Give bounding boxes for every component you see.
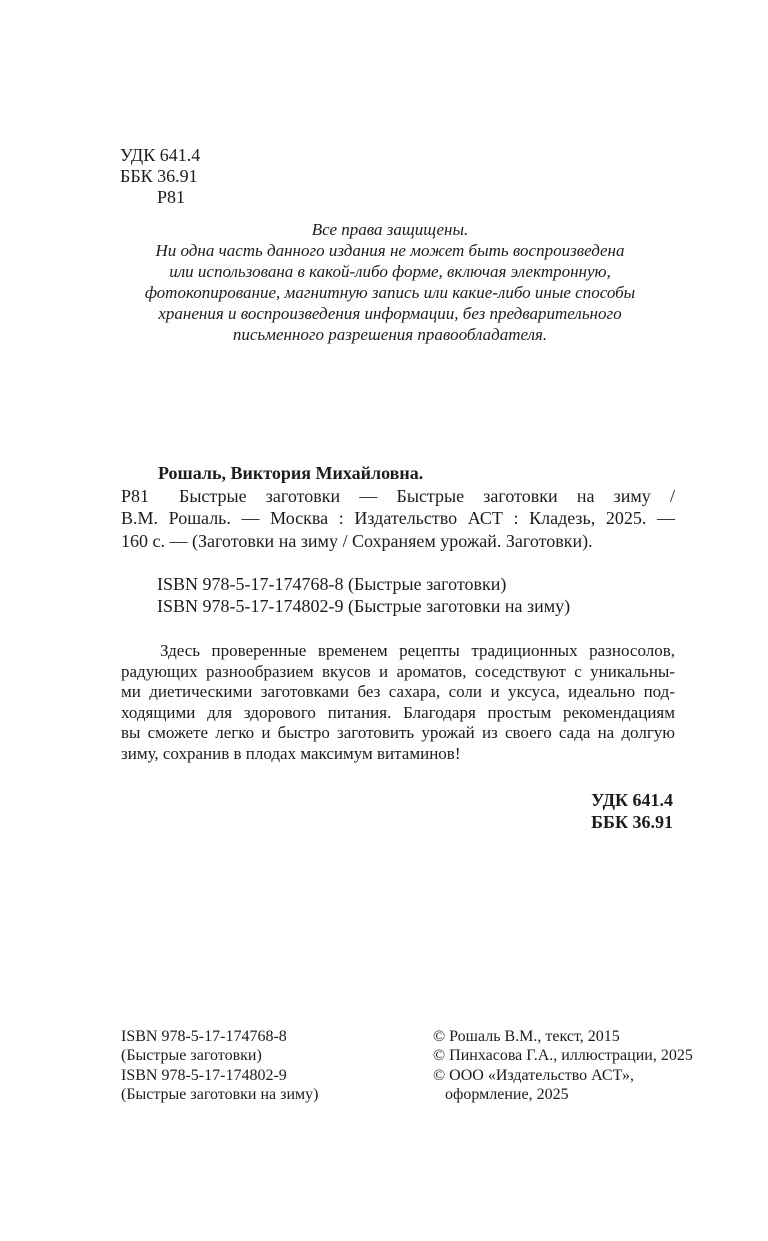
bbk-code: ББК 36.91: [120, 166, 198, 186]
footer-isbn-line: ISBN 978-5-17-174768-8: [121, 1028, 287, 1045]
rights-line: Ни одна часть данного издания не может быть воспроизведена: [155, 241, 625, 260]
biblio-author-sign: Р81: [121, 485, 150, 506]
annotation-line: зиму, сохранив в плодах максимум витаминов!: [121, 743, 461, 763]
footer-isbn-line: (Быстрые заготовки): [121, 1047, 262, 1065]
udk-code-bottom: УДК 641.4: [591, 790, 673, 810]
footer-copyright-block: [433, 1027, 693, 1105]
author-sign: Р81: [157, 187, 186, 207]
bottom-classification-codes: [591, 789, 673, 833]
footer-copyright-line: © Рошаль В.М., текст, 2015: [433, 1028, 620, 1045]
biblio-line: Быстрые заготовки — Быстрые заготовки на зиму /: [179, 485, 675, 506]
footer-copyright-line: © Пинхасова Г.А., иллюстрации, 2025: [433, 1047, 693, 1065]
biblio-line: 160 с. — (Заготовки на зиму / Сохраняем урожай. Заготовки).: [121, 530, 593, 551]
footer-isbn-block: [121, 1027, 318, 1105]
footer-isbn-line: ISBN 978-5-17-174802-9: [121, 1066, 287, 1084]
isbn-line: ISBN 978-5-17-174768-8 (Быстрые заготовки): [157, 574, 507, 594]
udk-code: УДК 641.4: [120, 145, 201, 165]
top-classification-codes: [120, 145, 200, 208]
bbk-code-bottom: ББК 36.91: [591, 812, 673, 832]
annotation-line: вы сможете легко и быстро заготовить урожай из своего сада на долгую: [121, 723, 675, 743]
annotation-line: радующих разнообразием вкусов и ароматов, соседствуют с уникальны-: [121, 661, 675, 681]
footer-copyright-line: оформление, 2025: [445, 1086, 569, 1104]
copyright-notice: [84, 219, 696, 345]
rights-line: фотокопирование, магнитную запись или какие-либо иные способы: [144, 283, 636, 302]
rights-line: Все права защищены.: [311, 220, 469, 239]
rights-line: письменного разрешения правообладателя.: [232, 325, 548, 344]
annotation-line: ходящими для здорового питания. Благодаря простым рекомендациям: [121, 702, 675, 722]
rights-line: или использована в какой-либо форме, включая электронную,: [169, 262, 611, 281]
annotation: [121, 641, 675, 765]
bibliographic-record: [121, 462, 675, 552]
rights-line: хранения и воспроизведения информации, без предварительного: [158, 304, 622, 323]
isbn-line: ISBN 978-5-17-174802-9 (Быстрые заготовки на зиму): [157, 595, 571, 616]
annotation-line: Здесь проверенные временем рецепты традиционных разносолов,: [160, 641, 675, 660]
isbn-list: [157, 574, 570, 617]
footer-copyright-line: © ООО «Издательство АСТ»,: [433, 1066, 634, 1084]
author-heading: Рошаль, Виктория Михайловна.: [158, 463, 424, 483]
annotation-line: ми диетическими заготовками без сахара, соли и уксуса, идеально под-: [121, 682, 675, 702]
biblio-line: В.М. Рошаль. — Москва : Издательство АСТ : Кладезь, 2025. —: [121, 508, 675, 528]
footer-isbn-line: (Быстрые заготовки на зиму): [121, 1086, 319, 1104]
